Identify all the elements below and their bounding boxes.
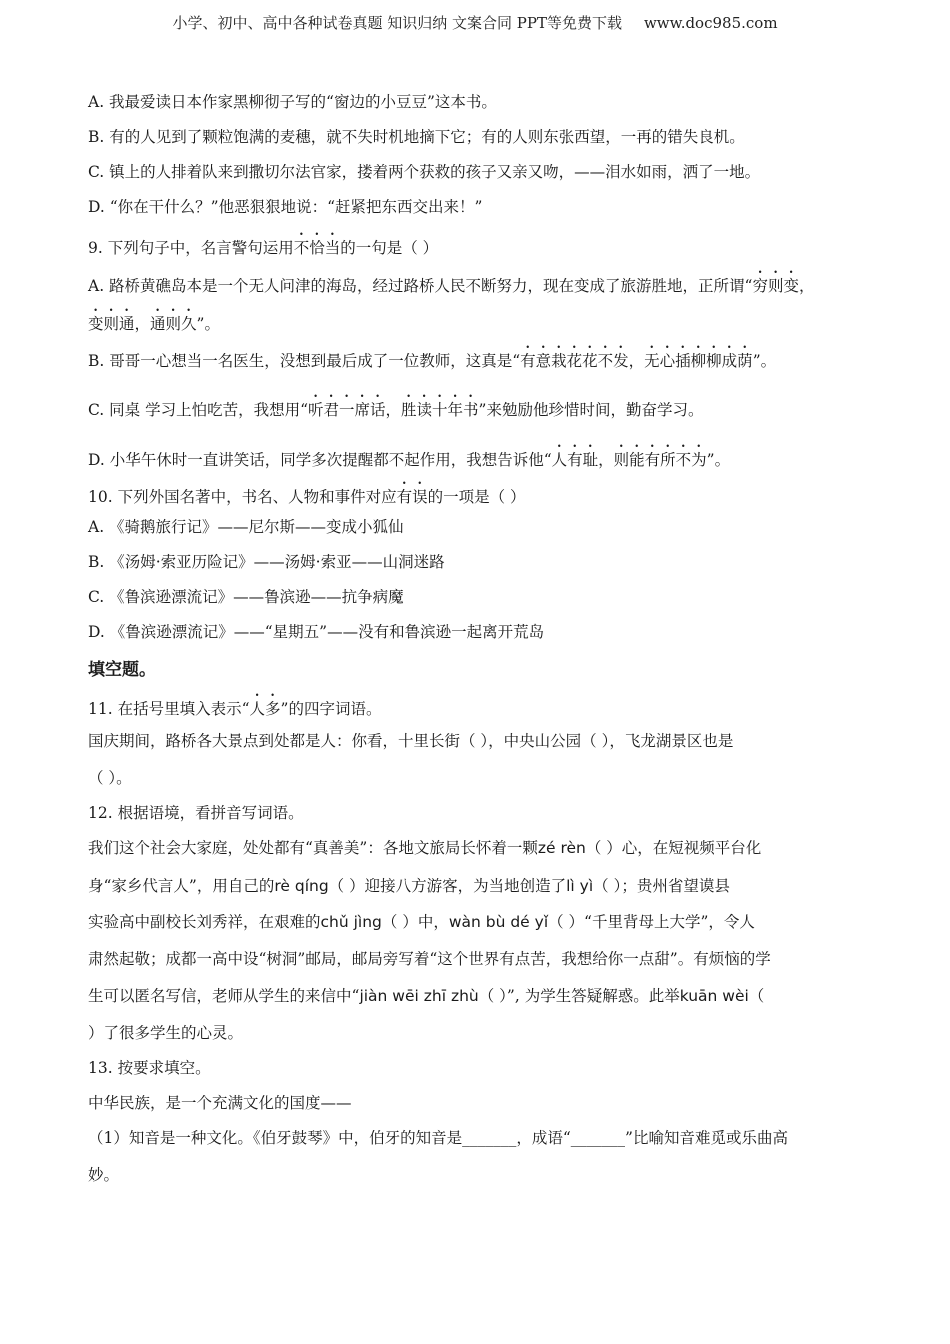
q12-pinyin-5: wàn bù dé yǐ [448, 913, 549, 931]
q13-line2: 妙。 [88, 1166, 120, 1184]
q12-l1-pre: 我们这个社会大家庭，处处都有“真善美”：各地文旅局长怀着一颗 [88, 839, 538, 857]
q12-l2-mid: （ ）迎接八方游客，为当地创造了 [328, 877, 567, 895]
q11-line2: （ ）。 [88, 769, 132, 787]
q12-pinyin-2: rè qíng [274, 877, 329, 895]
q9-a-emphasis-2: 变则通，通则久 [88, 315, 197, 333]
q12-pinyin-4: chǔ jìng [320, 913, 382, 931]
q12-pinyin-6: jiàn wēi zhī zhù [359, 987, 479, 1005]
q9-stem-pre: 9. 下列句子中，名言警句运用 [88, 239, 294, 257]
q10-option-a: A. 《骑鹅旅行记》——尼尔斯——变成小狐仙 [88, 518, 404, 536]
q12-pinyin-1: zé rèn [537, 839, 586, 857]
q9-d-post: ”。 [706, 451, 731, 469]
q12-l5-post: （ [748, 987, 765, 1005]
q11-stem [88, 691, 381, 719]
section-title-fill: 填空题。 [88, 660, 156, 680]
q9-option-a-line1 [88, 268, 815, 296]
q12-pinyin-7: kuān wèi [679, 987, 749, 1005]
q12-l3-pre: 实验高中副校长刘秀祥，在艰难的 [88, 913, 321, 931]
q9-stem [88, 230, 438, 258]
q12-line4: 肃然起敬；成都一高中设“树洞”邮局，邮局旁写着“这个世界有点苦，我想给你一点甜”。有烦恼的学 [88, 950, 771, 968]
q10-option-d: D. 《鲁滨逊漂流记》——“星期五”——没有和鲁滨逊一起离开荒岛 [88, 623, 545, 641]
q10-option-c: C. 《鲁滨逊漂流记》——鲁滨逊——抗争病魔 [88, 588, 404, 606]
q10-stem [88, 479, 526, 507]
q8-option-b: B. 有的人见到了颗粒饱满的麦穗，就不失时机地摘下它；有的人则东张西望，一再的错失良机。 [88, 128, 745, 146]
q13-line1: （1）知音是一种文化。《伯牙鼓琴》中，伯牙的知音是_______，成语“_______”比喻知音难觅或乐曲高 [88, 1129, 788, 1147]
q12-line6: ）了很多学生的心灵。 [88, 1024, 244, 1042]
q9-option-d [88, 442, 730, 470]
q10-stem-emphasis: 有误 [396, 488, 428, 506]
q9-option-c [88, 392, 703, 420]
q8-option-a: A. 我最爱读日本作家黑柳彻子写的“窗边的小豆豆”这本书。 [88, 93, 497, 111]
q12-pinyin-3: lì yì [566, 877, 594, 895]
q11-stem-emphasis: 人多 [249, 700, 281, 718]
q12-l5-mid: （ ）”, 为学生答疑解惑。此举 [478, 987, 680, 1005]
page-header [0, 12, 950, 33]
q9-b-post: ”。 [752, 352, 777, 370]
q12-l1-post: （ ）心，在短视频平台化 [585, 839, 762, 857]
q9-c-post: ”来勉励他珍惜时间，勤奋学习。 [478, 401, 704, 419]
q13-intro: 中华民族，是一个充满文化的国度—— [88, 1094, 352, 1112]
q11-line1: 国庆期间，路桥各大景点到处都是人：你看，十里长街（ ），中央山公园（ ），飞龙湖景区也是 [88, 732, 734, 750]
q12-line2 [88, 874, 730, 896]
q8-option-c: C. 镇上的人排着队来到撒切尔法官家，搂着两个获救的孩子又亲又吻，——泪水如雨，洒了一地。 [88, 163, 761, 181]
q9-c-pre: C. 同桌 学习上怕吃苦，我想用“ [88, 401, 309, 419]
q12-line1 [88, 836, 761, 858]
q9-option-b [88, 343, 776, 371]
q9-stem-post: 的一句是（ ） [340, 239, 439, 257]
header-text: 小学、初中、高中各种试卷真题 知识归纳 文案合同 PPT等免费下载 [172, 14, 622, 32]
q9-a-post: ”。 [196, 315, 220, 333]
q9-b-pre: B. 哥哥一心想当一名医生，没想到最后成了一位教师，这真是“ [88, 352, 521, 370]
q9-d-pre: D. 小华午休时一直讲笑话，同学多次提醒都不起作用，我想告诉他“ [88, 451, 552, 469]
q10-stem-pre: 10. 下列外国名著中，书名、人物和事件对应 [88, 488, 397, 506]
q10-option-b: B. 《汤姆·索亚历险记》——汤姆·索亚——山洞迷路 [88, 553, 445, 571]
q12-l3-post: （ ）“千里背母上大学”，令人 [548, 913, 755, 931]
q12-line3 [88, 910, 755, 932]
q9-option-a-line2 [88, 306, 220, 334]
q8-option-d: D. “你在干什么？”他恶狠狠地说：“赶紧把东西交出来！” [88, 198, 483, 216]
q12-l3-mid: （ ）中， [381, 913, 449, 931]
q9-c-emphasis: 听君一席话，胜读十年书 [308, 401, 479, 419]
q9-b-emphasis: 有意栽花花不发，无心插柳柳成荫 [520, 352, 753, 370]
q9-d-emphasis: 人有耻，则能有所不为 [551, 451, 707, 469]
q12-line5 [88, 984, 764, 1006]
q12-stem: 12. 根据语境，看拼音写词语。 [88, 804, 304, 822]
q10-stem-post: 的一项是（ ） [427, 488, 526, 506]
q13-stem: 13. 按要求填空。 [88, 1059, 211, 1077]
q12-l2-pre: 身“家乡代言人”，用自己的 [88, 877, 275, 895]
q12-l5-pre: 生可以匿名写信，老师从学生的来信中“ [88, 987, 360, 1005]
header-site: www.doc985.com [643, 14, 778, 32]
q9-stem-emphasis: 不恰当 [293, 239, 341, 257]
q11-stem-pre: 11. 在括号里填入表示“ [88, 700, 250, 718]
q9-a-emphasis-1: 穷则变， [752, 277, 815, 295]
q11-stem-post: ”的四字词语。 [280, 700, 382, 718]
q12-l2-post: （ ）；贵州省望谟县 [593, 877, 730, 895]
q9-a-pre: A. 路桥黄礁岛本是一个无人问津的海岛，经过路桥人民不断努力，现在变成了旅游胜地，正所谓“ [88, 277, 753, 295]
